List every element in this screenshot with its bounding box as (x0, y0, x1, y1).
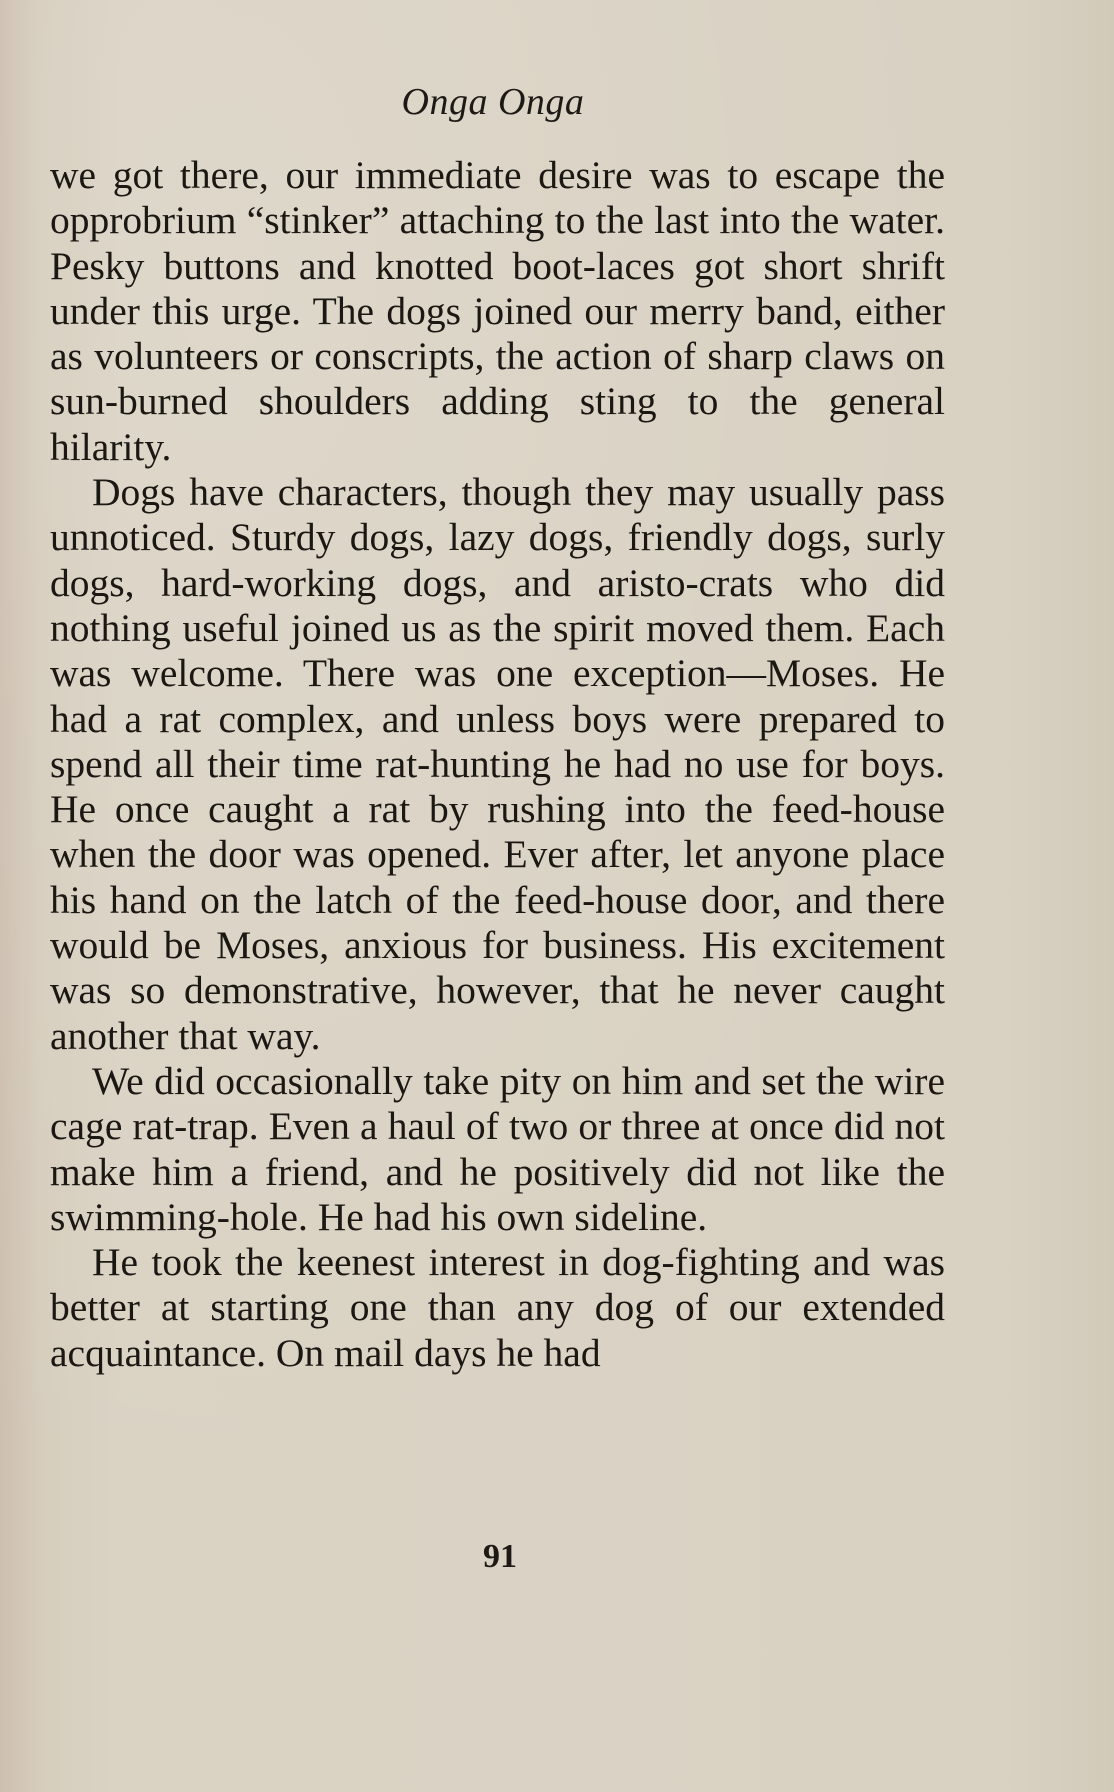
paragraph: We did occasionally take pity on him and set the wire cage rat-trap. Even a haul of two or three at once did not make him a friend, and he positively did not like the swimming-hole. He had his own sideline. (50, 1058, 945, 1239)
paragraph: we got there, our immediate desire was to escape the opprobrium “stinker” attaching to the last into the water. Pesky buttons and knotted boot-laces got short shrift under this urge. The dogs joined our merry band, either as volunteers or conscripts, the action of sharp claws on sun-burned shoulders adding sting to the general hilarity. (50, 153, 945, 469)
page-number: 91 (483, 1538, 517, 1575)
paragraph: He took the keenest interest in dog-fighting and was better at starting one than any dog of our extended acquaintance. On mail days he had (50, 1240, 945, 1375)
paragraph: Dogs have characters, though they may usually pass unnoticed. Sturdy dogs, lazy dogs, friendly dogs, surly dogs, hard-working dogs, and aristo-crats who did nothing useful joined us as the spirit moved them. Each was welcome. There was one exception—Moses. He had a rat complex, and unless boys were prepared to spend all their time rat-hunting he had no use for boys. He once caught a rat by rushing into the feed-house when the door was opened. Ever after, let anyone place his hand on the latch of the feed-house door, and there would be Moses, anxious for business. His excitement was so demonstrative, however, that he never caught another that way. (50, 470, 945, 1058)
running-title: Onga Onga (401, 81, 585, 123)
body-text (50, 153, 945, 1376)
